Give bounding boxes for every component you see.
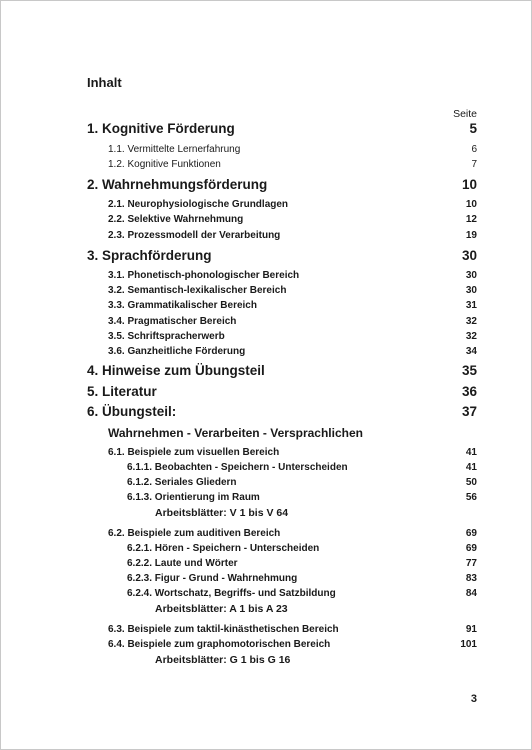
toc-entry-title: 6.1.2. Seriales Gliedern <box>127 477 237 488</box>
toc-entry-page: 84 <box>465 588 477 599</box>
toc-entry-title: Arbeitsblätter: V 1 bis V 64 <box>155 507 289 519</box>
toc-entry-title: 6.2.2. Laute und Wörter <box>127 558 238 569</box>
toc-entry-title: 2.1. Neurophysiologische Grundlagen <box>108 199 289 210</box>
toc-entry-page: 10 <box>461 177 477 192</box>
toc-entry-title: 1.1. Vermittelte Lernerfahrung <box>108 144 241 155</box>
toc-entry-page: 12 <box>465 214 477 225</box>
toc-entry-page: 30 <box>461 248 477 263</box>
page-number: 3 <box>470 693 477 705</box>
toc-entry-page: 41 <box>465 462 477 473</box>
toc-entry-page: 37 <box>461 404 477 419</box>
toc-entry-page: 34 <box>465 346 477 357</box>
toc-entry-title: 2.3. Prozessmodell der Verarbeitung <box>108 230 281 241</box>
toc-entry-page: 35 <box>461 363 477 378</box>
toc-entry-page: 69 <box>465 543 477 554</box>
toc-entry-section[interactable] <box>0 159 532 179</box>
toc-entry-title: 3.3. Grammatikalischer Bereich <box>108 300 257 311</box>
toc-entry-page: 10 <box>465 199 477 210</box>
toc-entry-chapter-4[interactable] <box>0 363 532 383</box>
toc-entry-title: Arbeitsblätter: A 1 bis A 23 <box>155 603 288 615</box>
toc-entry-page: 83 <box>465 573 477 584</box>
toc-entry-page: 56 <box>465 492 477 503</box>
toc-heading: Inhalt <box>87 75 122 90</box>
toc-entry-title: 6.1. Beispiele zum visuellen Bereich <box>108 447 280 458</box>
toc-entry-title: 6.4. Beispiele zum graphomotorischen Bereich <box>108 639 331 650</box>
toc-entry-page: 32 <box>465 331 477 342</box>
toc-entry-title: 2. Wahrnehmungsförderung <box>87 177 268 192</box>
toc-entry-title: 3.6. Ganzheitliche Förderung <box>108 346 246 357</box>
toc-entry-title: 6.3. Beispiele zum taktil-kinästhetischen Bereich <box>108 624 339 635</box>
toc-entry-chapter-6[interactable] <box>0 404 532 424</box>
toc-entry-title: 6.1.1. Beobachten - Speichern - Unterscheiden <box>127 462 348 473</box>
toc-entry-title: 3.5. Schriftspracherwerb <box>108 331 225 342</box>
toc-entry-page: 30 <box>465 270 477 281</box>
toc-entry-title: 6.2. Beispiele zum auditiven Bereich <box>108 528 281 539</box>
toc-entry-title: 3.1. Phonetisch-phonologischer Bereich <box>108 270 300 281</box>
toc-entry-title: 3. Sprachförderung <box>87 248 212 263</box>
toc-entry-title: 6.2.3. Figur - Grund - Wahrnehmung <box>127 573 298 584</box>
toc-entry-title: 6.2.4. Wortschatz, Begriffs- und Satzbildung <box>127 588 336 599</box>
toc-entry-title: 1. Kognitive Förderung <box>87 121 235 136</box>
toc-entry-title: 6.2.1. Hören - Speichern - Unterscheiden <box>127 543 320 554</box>
toc-entry-section[interactable] <box>0 230 532 250</box>
toc-entry-title: 4. Hinweise zum Übungsteil <box>87 363 265 378</box>
toc-entry-title: 6. Übungsteil: <box>87 404 177 419</box>
toc-entry-page: 91 <box>465 624 477 635</box>
toc-entry-page: 30 <box>465 285 477 296</box>
toc-entry-chapter-1[interactable] <box>0 121 532 141</box>
toc-entry-page: 31 <box>465 300 477 311</box>
toc-entry-page: 5 <box>469 121 477 136</box>
toc-entry-chapter-2[interactable] <box>0 177 532 197</box>
toc-entry-page: 19 <box>465 230 477 241</box>
toc-worksheets-note <box>0 654 532 674</box>
toc-entry-title: 5. Literatur <box>87 384 157 399</box>
toc-entry-title: 6.1.3. Orientierung im Raum <box>127 492 260 503</box>
toc-entry-title: 1.2. Kognitive Funktionen <box>108 159 221 170</box>
toc-worksheets-note <box>0 507 532 527</box>
toc-entry-page: 69 <box>465 528 477 539</box>
toc-entry-title: 3.2. Semantisch-lexikalischer Bereich <box>108 285 287 296</box>
toc-entry-chapter-5[interactable] <box>0 384 532 404</box>
toc-entry-page: 7 <box>471 159 477 170</box>
toc-entry-page: 36 <box>461 384 477 399</box>
toc-entry-page: 32 <box>465 316 477 327</box>
toc-entry-page: 6 <box>471 144 477 155</box>
toc-worksheets-note <box>0 603 532 623</box>
toc-entry-title: Arbeitsblätter: G 1 bis G 16 <box>155 654 291 666</box>
toc-entry-chapter-3[interactable] <box>0 248 532 268</box>
toc-entry-title: 2.2. Selektive Wahrnehmung <box>108 214 244 225</box>
toc-entry-title: Wahrnehmen - Verarbeiten - Versprachlichen <box>108 426 363 440</box>
toc-entry-page: 101 <box>460 639 477 650</box>
toc-entry-title: 3.4. Pragmatischer Bereich <box>108 316 237 327</box>
toc-entry-page: 50 <box>465 477 477 488</box>
toc-section-subtitle <box>0 426 532 446</box>
page-column-label: Seite <box>453 108 477 120</box>
toc-entry-page: 77 <box>465 558 477 569</box>
toc-entry-page: 41 <box>465 447 477 458</box>
